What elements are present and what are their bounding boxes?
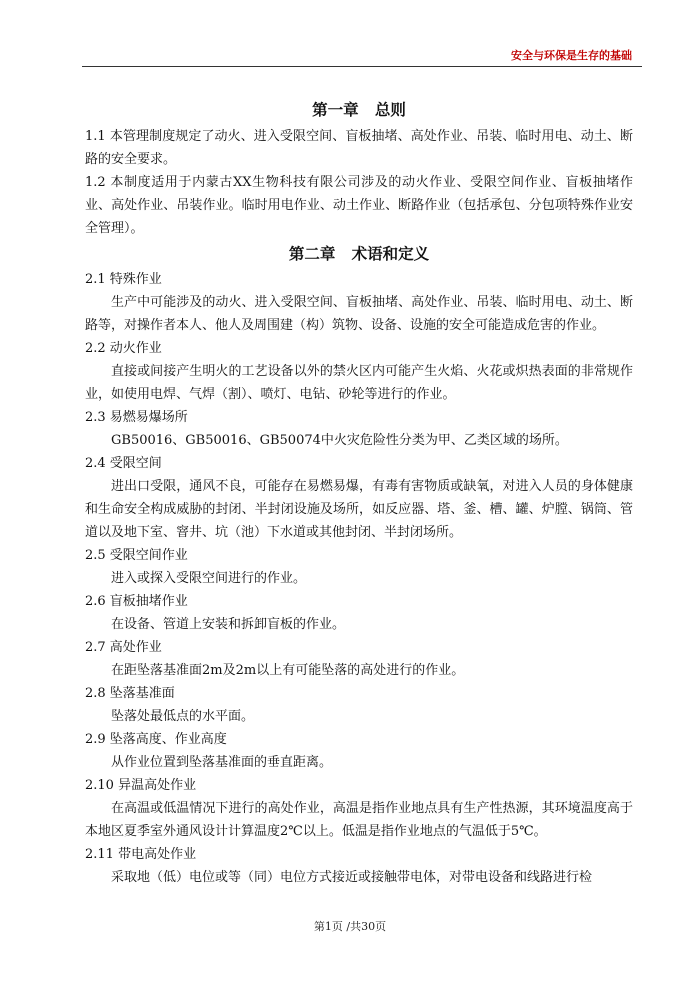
term-heading: 2.10 异温高处作业 [85,778,197,793]
term-heading: 2.5 受限空间作业 [85,548,188,563]
term-heading: 2.6 盲板抽堵作业 [85,594,188,609]
term-definition: 从作业位置到坠落基准面的垂直距离。 [111,755,333,770]
term-definition: 进入或探入受限空间进行的作业。 [111,571,307,586]
document-body [85,98,633,889]
clause-1-2: 1.2 本制度适用于内蒙古XX生物科技有限公司涉及的动火作业、受限空间作业、盲板抽堵作业、高处作业、吊装作业。临时用电作业、动土作业、断路作业（包括承包、分包项特殊作业安全管理）。 [85,175,633,236]
chapter-2-title: 第二章 术语和定义 [288,245,430,263]
term-definition: 坠落处最低点的水平面。 [111,709,255,724]
term-definition: 直接或间接产生明火的工艺设备以外的禁火区内可能产生火焰、火花或炽热表面的非常规作业，如使用电焊、气焊（割）、喷灯、电钻、砂轮等进行的作业。 [85,364,633,402]
term-heading: 2.4 受限空间 [85,456,162,471]
term-definition: 在高温或低温情况下进行的高处作业，高温是指作业地点具有生产性热源，其环境温度高于本地区夏季室外通风设计计算温度2℃以上。低温是指作业地点的气温低于5℃。 [85,801,633,839]
term-heading: 2.9 坠落高度、作业高度 [85,732,227,747]
term-definition: 生产中可能涉及的动火、进入受限空间、盲板抽堵、高处作业、吊装、临时用电、动土、断路等，对操作者本人、他人及周围建（构）筑物、设备、设施的安全可能造成危害的作业。 [85,295,633,333]
term-definition: 在距坠落基准面2m及2m以上有可能坠落的高处进行的作业。 [111,663,465,678]
term-heading: 2.2 动火作业 [85,341,162,356]
term-heading: 2.1 特殊作业 [85,272,162,287]
term-definition: 采取地（低）电位或等（同）电位方式接近或接触带电体，对带电设备和线路进行检 [111,870,593,885]
term-heading: 2.11 带电高处作业 [85,847,197,862]
clause-1-1: 1.1 本管理制度规定了动火、进入受限空间、盲板抽堵、高处作业、吊装、临时用电、动土、断路的安全要求。 [85,129,633,167]
term-definition: 在设备、管道上安装和拆卸盲板的作业。 [111,617,346,632]
term-definition: GB50016、GB50016、GB50074中火灾危险性分类为甲、乙类区域的场所。 [111,433,568,448]
term-definition: 进出口受限，通风不良，可能存在易燃易爆，有毒有害物质或缺氧，对进入人员的身体健康和生命安全构成威胁的封闭、半封闭设施及场所，如反应器、塔、釜、槽、罐、炉膛、锅筒、管道以及地下室、窨井、坑（池）下水道或其他封闭、半封闭场所。 [85,479,633,540]
term-heading: 2.3 易燃易爆场所 [85,410,188,425]
page-number: 第1页 /共30页 [313,920,387,933]
header-slogan: 安全与环保是生存的基础 [511,49,632,62]
chapter-1-title: 第一章 总则 [312,101,406,119]
term-heading: 2.7 高处作业 [85,640,162,655]
term-heading: 2.8 坠落基准面 [85,686,175,701]
header-divider [82,66,642,67]
